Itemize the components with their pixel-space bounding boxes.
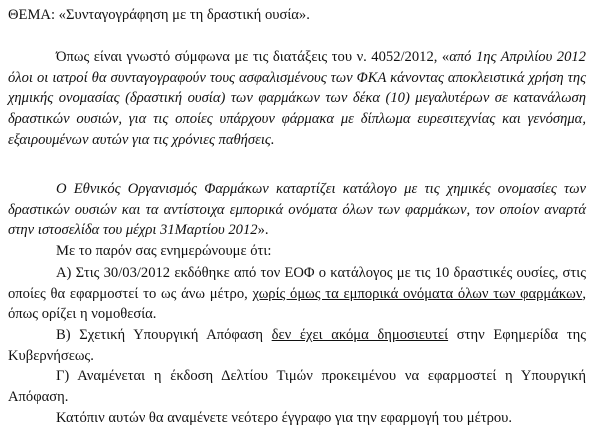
item-b-text: Β) Σχετική Υπουργική Απόφαση [56, 327, 272, 343]
eof-quote-text: Ο Εθνικός Οργανισμός Φαρμάκων καταρτίζει κατάλογο με τις χημικές ονομασίες των δραστικών ουσιών και τα αντίστοιχα εμπορικά ονόματα όλων των φαρμάκων, τον οποίον αναρτά στην ιστοσελίδα του μέχρι 31Μαρτίου 2012 [8, 181, 586, 239]
eof-quote-close: ». [257, 222, 269, 239]
item-a-tail: , όπως ορίζει η νομοθεσία. [8, 285, 586, 323]
paragraph-eof-catalogue [8, 179, 586, 241]
item-b-tail: στην Εφημερίδα της Κυβερνήσεως. [8, 327, 586, 364]
closing-line: Κατόπιν αυτών θα αναμένετε νεότερο έγγραφο για την εφαρμογή του μέτρου. [56, 410, 513, 426]
law-intro-text: Όπως είναι γνωστό σύμφωνα με τις διατάξεις του ν. 4052/2012, « [56, 49, 450, 65]
item-a-underlined: χωρίς όμως τα εμπορικά ονόματα όλων των φαρμάκων [252, 285, 583, 302]
law-quote-text: από 1ης Απριλίου 2012 όλοι οι ιατροί θα συνταγογραφούν τους ασφαλισμένους των ΦΚΑ κάνοντας αποκλειστικά χρήση της χημικής ονομασίας (δραστική ουσία) των φαρμάκων των δέκα (10) μεγαλυτέρων σε κατανάλωση δραστικών ουσιών, για τις οποίες υπάρχουν φάρμακα με δίπλωμα ευρεσιτεχνίας και γενόσημα, εξαιρουμένων αυτών για τις χρόνιες παθήσεις. [8, 49, 586, 148]
item-c: Γ) Αναμένεται η έκδοση Δελτίου Τιμών προκειμένου να εφαρμοστεί η Υπουργική Απόφαση. [8, 368, 586, 405]
paragraph-law-reference [8, 47, 586, 151]
item-b [8, 325, 586, 366]
paragraph-notice-intro: Με το παρόν σας ενημερώνουμε ότι: [56, 243, 272, 259]
subject-line: ΘΕΜΑ: «Συνταγογράφηση με τη δραστική ουσία». [8, 7, 310, 23]
item-a-text: Α) Στις 30/03/2012 εκδόθηκε από τον ΕΟΦ ο κατάλογος με τις 10 δραστικές ουσίες, στις οποίες θα εφαρμοστεί το ως άνω μέτρο, [8, 265, 586, 302]
item-b-underlined: δεν έχει ακόμα δημοσιευτεί [271, 327, 449, 343]
item-a [8, 263, 586, 325]
